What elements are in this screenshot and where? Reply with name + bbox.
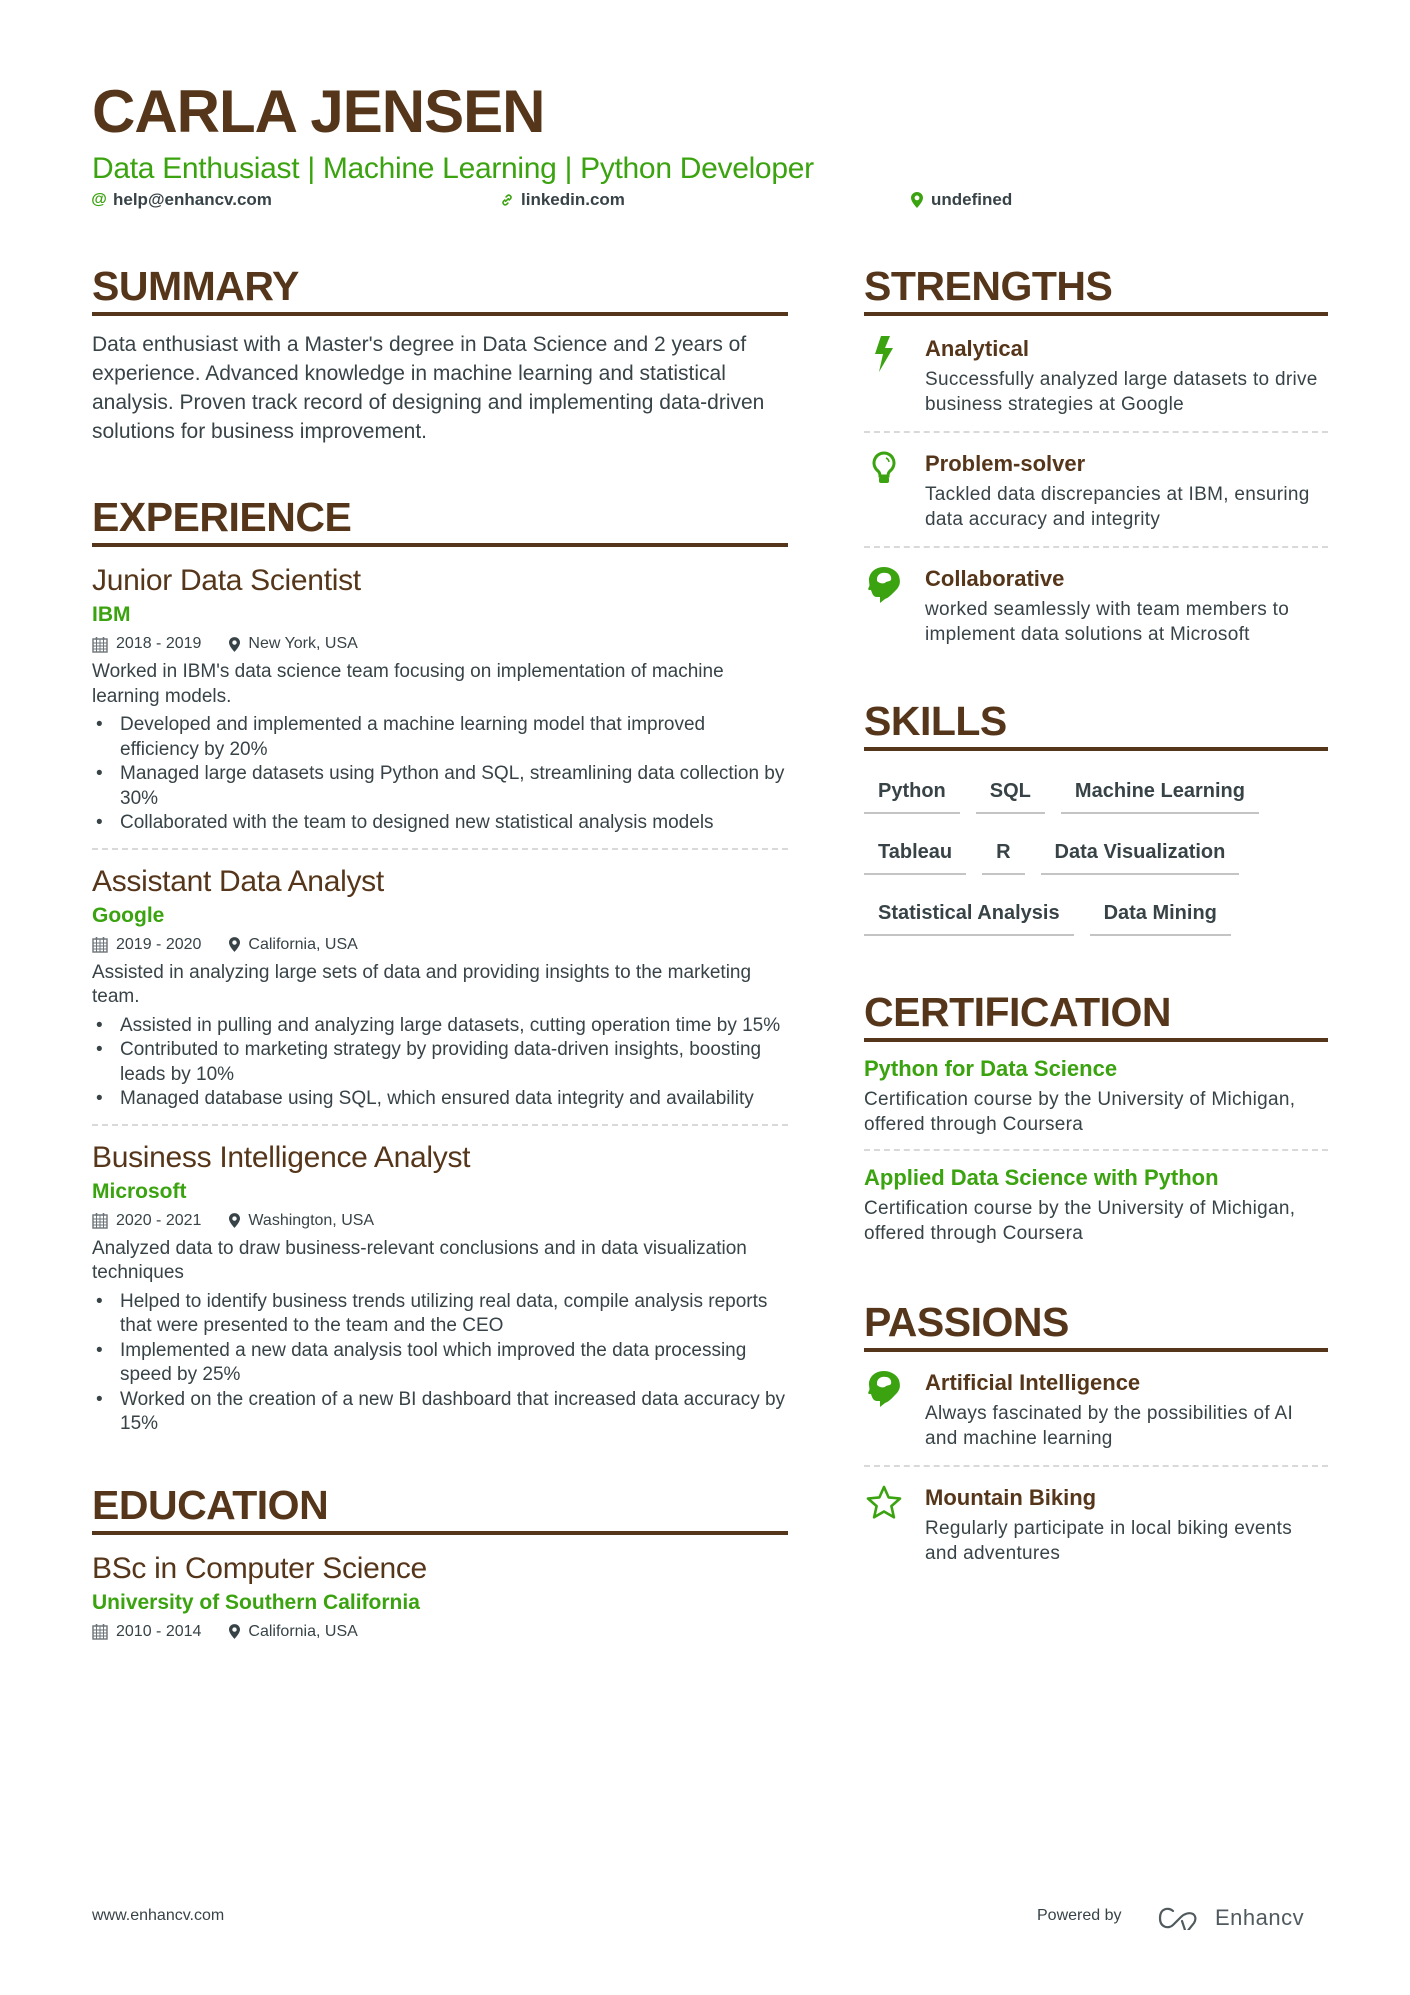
degree-title: BSc in Computer Science: [92, 1551, 427, 1585]
school-name: University of Southern California: [92, 1590, 420, 1614]
map-pin-icon: [229, 637, 240, 652]
contact-linkedin[interactable]: [500, 190, 625, 210]
skill-tag: Statistical Analysis: [864, 895, 1074, 936]
star-icon: [864, 1485, 904, 1525]
strengths-heading: STRENGTHS: [864, 263, 1113, 309]
map-pin-icon: [910, 192, 924, 208]
skill-tag: SQL: [976, 773, 1045, 814]
linkedin-text: linkedin.com: [521, 190, 625, 209]
certification-title: Python for Data Science: [864, 1056, 1118, 1081]
item-separator: [92, 1124, 788, 1126]
experience-heading: EXPERIENCE: [92, 494, 352, 540]
achievement-item: • Managed large datasets using Python and SQL, streamlining data collection by 30%: [92, 762, 788, 811]
dates-text: 2018 - 2019: [116, 635, 202, 652]
skills-heading: SKILLS: [864, 698, 1007, 744]
education-meta: [92, 1620, 788, 1644]
achievement-item: • Assisted in pulling and analyzing large datasets, cutting operation time by 15%: [92, 1014, 788, 1039]
section-divider: [864, 312, 1328, 316]
calendar-icon: [92, 1212, 108, 1229]
passion-description: Always fascinated by the possibilities of AI and machine learning: [925, 1403, 1294, 1449]
resume-header: [92, 78, 1332, 214]
strength-description: Tackled data discrepancies at IBM, ensuring data accuracy and integrity: [925, 484, 1310, 530]
item-separator: [864, 1465, 1328, 1467]
summary-heading: SUMMARY: [92, 263, 299, 309]
head-brain-icon: [864, 566, 904, 606]
achievement-item: • Developed and implemented a machine learning model that improved efficiency by 20%: [92, 713, 788, 762]
company-name: Microsoft: [92, 1179, 187, 1203]
head-brain-icon: [864, 1370, 904, 1410]
job-description: Analyzed data to draw business-relevant conclusions and in data visualization techniques: [92, 1237, 747, 1283]
date-range: [92, 933, 201, 957]
section-divider: [92, 1531, 788, 1535]
passion-description: Regularly participate in local biking events and adventures: [925, 1518, 1293, 1564]
enhancv-logo[interactable]: [1157, 1905, 1304, 1931]
strength-title: Analytical: [925, 336, 1029, 361]
item-separator: [92, 848, 788, 850]
achievement-item: • Managed database using SQL, which ensured data integrity and availability: [92, 1087, 788, 1112]
item-separator: [864, 1149, 1328, 1151]
experience-item: [92, 864, 788, 1112]
left-column: [92, 262, 788, 1644]
skill-tag: Tableau: [864, 834, 966, 875]
passion-title: Artificial Intelligence: [925, 1370, 1141, 1395]
skill-tag: Data Visualization: [1041, 834, 1240, 875]
achievement-list: [92, 1290, 788, 1437]
achievement-item: • Worked on the creation of a new BI dashboard that increased data accuracy by 15%: [92, 1388, 788, 1437]
date-range: [92, 1209, 201, 1233]
at-icon: @: [91, 191, 107, 208]
enhancv-logo-text: Enhancv: [1215, 1905, 1305, 1930]
date-range: [92, 1620, 201, 1644]
calendar-icon: [92, 1623, 108, 1640]
contact-email[interactable]: [92, 190, 272, 210]
school-location: [229, 1620, 357, 1644]
calendar-icon: [92, 636, 108, 653]
item-separator: [864, 546, 1328, 548]
passion-title: Mountain Biking: [925, 1485, 1097, 1510]
location-text: California, USA: [248, 1622, 358, 1640]
strength-item: [864, 564, 1328, 647]
email-text: help@enhancv.com: [113, 190, 272, 209]
contact-row: [92, 190, 1332, 214]
achievement-item: • Helped to identify business trends utilizing real data, compile analysis reports that were presented to the team and the CEO: [92, 1290, 788, 1339]
certification-section: [864, 988, 1328, 1246]
certification-heading: CERTIFICATION: [864, 989, 1172, 1035]
achievement-item: • Collaborated with the team to designed new statistical analysis models: [92, 811, 788, 836]
education-item: [92, 1551, 788, 1644]
job-title: Business Intelligence Analyst: [92, 1140, 471, 1174]
candidate-name: CARLA JENSEN: [92, 78, 545, 145]
job-title: Junior Data Scientist: [92, 564, 361, 597]
powered-by-label: Powered by: [1037, 1907, 1122, 1924]
strength-item: [864, 334, 1328, 417]
dates-text: 2019 - 2020: [116, 935, 202, 953]
achievement-list: [92, 713, 788, 836]
skill-tag: R: [982, 834, 1024, 875]
map-pin-icon: [229, 937, 240, 952]
skill-tag: Python: [864, 773, 960, 814]
experience-item: [92, 563, 788, 836]
candidate-title: Data Enthusiast | Machine Learning | Python Developer: [92, 152, 814, 185]
strength-item: [864, 449, 1328, 532]
map-pin-icon: [229, 1624, 240, 1639]
right-column: [864, 262, 1328, 1566]
experience-item: [92, 1140, 788, 1437]
location-text: Washington, USA: [248, 1211, 375, 1229]
date-range: [92, 632, 201, 656]
strength-title: Collaborative: [925, 566, 1065, 591]
certification-item: [864, 1163, 1328, 1246]
passions-heading: PASSIONS: [864, 1299, 1069, 1345]
calendar-icon: [92, 936, 108, 953]
lightbulb-icon: [864, 451, 904, 491]
job-meta: [92, 632, 788, 656]
skills-section: [864, 697, 1328, 936]
strength-description: Successfully analyzed large datasets to drive business strategies at Google: [925, 369, 1318, 415]
skill-tag: Data Mining: [1090, 895, 1231, 936]
passion-item: [864, 1368, 1328, 1451]
achievement-item: • Contributed to marketing strategy by providing data-driven insights, boosting leads by 10%: [92, 1038, 788, 1087]
dates-text: 2020 - 2021: [116, 1211, 202, 1229]
strength-description: worked seamlessly with team members to implement data solutions at Microsoft: [925, 599, 1290, 645]
experience-section: [92, 493, 788, 1437]
enhancv-logo-icon: [1157, 1906, 1201, 1930]
certification-description: Certification course by the University of Michigan, offered through Coursera: [864, 1198, 1296, 1244]
footer-website-link[interactable]: www.enhancv.com: [92, 1907, 225, 1924]
achievement-item: • Implemented a new data analysis tool which improved the data processing speed by 25%: [92, 1339, 788, 1388]
company-name: Google: [92, 903, 165, 927]
passions-section: [864, 1298, 1328, 1566]
job-location: [229, 933, 357, 957]
lightning-bolt-icon: [864, 336, 904, 376]
skill-tag: Machine Learning: [1061, 773, 1259, 814]
strength-title: Problem-solver: [925, 451, 1086, 476]
section-divider: [864, 747, 1328, 751]
strengths-section: [864, 262, 1328, 647]
certification-description: Certification course by the University of Michigan, offered through Coursera: [864, 1089, 1296, 1135]
summary-section: [92, 262, 788, 446]
page-footer: [0, 1905, 1410, 1935]
summary-text: Data enthusiast with a Master's degree in Data Science and 2 years of experience. Advanced knowledge in machine learning and statistical analysis. Proven track record of designing and implementing data-driven solutions for business improvement.: [92, 333, 765, 443]
education-heading: EDUCATION: [92, 1481, 329, 1528]
skills-list: [864, 773, 1328, 936]
map-pin-icon: [229, 1213, 240, 1228]
education-section: [92, 1481, 788, 1644]
item-separator: [864, 431, 1328, 433]
job-title: Assistant Data Analyst: [92, 864, 384, 898]
dates-text: 2010 - 2014: [116, 1622, 202, 1640]
link-icon: [500, 193, 514, 207]
job-meta: [92, 933, 788, 957]
section-divider: [864, 1038, 1328, 1042]
section-divider: [92, 543, 788, 547]
location-text: New York, USA: [248, 635, 358, 652]
certification-title: Applied Data Science with Python: [864, 1165, 1219, 1190]
job-description: Assisted in analyzing large sets of data and providing insights to the marketing team.: [92, 961, 752, 1007]
job-location: [229, 632, 357, 656]
job-description: Worked in IBM's data science team focusing on implementation of machine learning models.: [92, 661, 724, 707]
company-name: IBM: [92, 603, 131, 626]
section-divider: [92, 312, 788, 316]
section-divider: [864, 1348, 1328, 1352]
contact-location: [910, 190, 1012, 210]
job-location: [229, 1209, 374, 1233]
passion-item: [864, 1483, 1328, 1566]
location-text: California, USA: [248, 935, 358, 953]
certification-item: [864, 1054, 1328, 1137]
achievement-list: [92, 1014, 788, 1112]
job-meta: [92, 1209, 788, 1233]
location-text: undefined: [931, 190, 1013, 209]
